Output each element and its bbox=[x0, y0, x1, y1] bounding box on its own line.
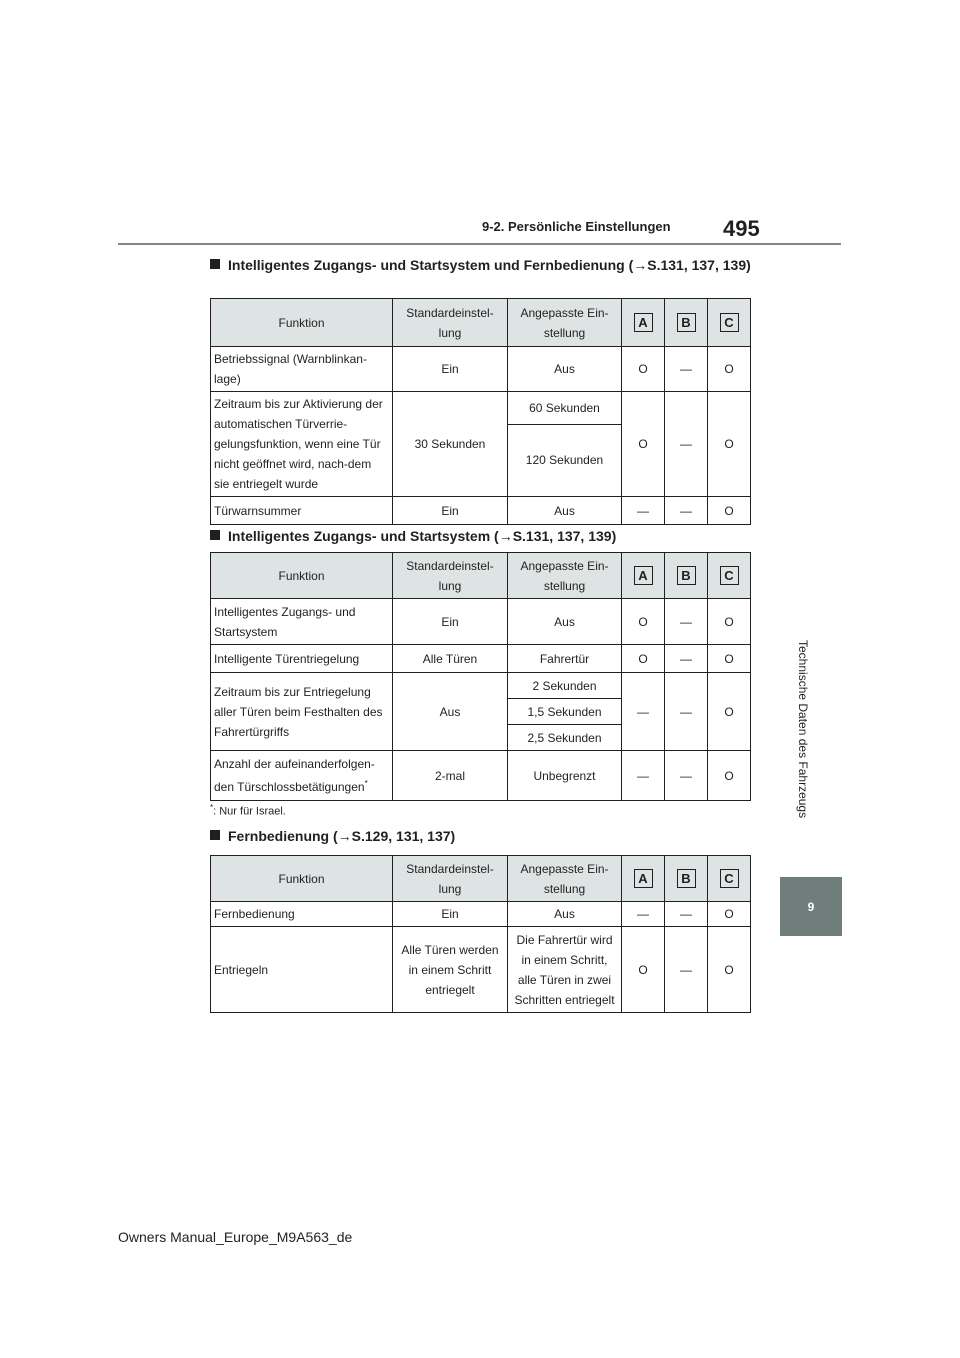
col-c-label: C bbox=[720, 869, 739, 888]
table-row: 2,5 Sekunden bbox=[211, 725, 751, 751]
table-row: 1,5 Sekunden bbox=[211, 699, 751, 725]
table-row: Zeitraum bis zur Aktivierung der automatischen Türverrie-gelungsfunktion, wenn eine Tür nicht geöffnet wird, nach-dem sie entriegelt wurde 30 Sekunden 60 Sekunden O — O bbox=[211, 392, 751, 425]
header-rule bbox=[118, 243, 841, 245]
table-row: Intelligentes Zugangs- und Startsystem Ein Aus O — O bbox=[211, 599, 751, 645]
chapter-number: 9 bbox=[807, 900, 815, 914]
square-bullet-icon bbox=[210, 530, 220, 540]
square-bullet-icon bbox=[210, 259, 220, 269]
table-row: Anzahl der aufeinanderfolgen-den Türschlossbetätigungen* 2-mal Unbegrenzt — — O bbox=[211, 751, 751, 801]
footer-document-id: Owners Manual_Europe_M9A563_de bbox=[118, 1229, 353, 1245]
col-angepasst: Angepasste Ein-stellung bbox=[508, 856, 622, 902]
col-standard: Standardeinstel-lung bbox=[393, 856, 508, 902]
section3-heading bbox=[210, 827, 770, 846]
col-funktion: Funktion bbox=[211, 553, 393, 599]
section2-heading bbox=[210, 527, 770, 546]
col-a-label: A bbox=[634, 566, 653, 585]
col-angepasst: Angepasste Ein-stellung bbox=[508, 299, 622, 347]
section2-title: Intelligentes Zugangs- und Startsystem (→S.131, 137, 139) bbox=[228, 528, 617, 544]
table-row: Intelligente Türentriegelung Alle Türen Fahrertür O — O bbox=[211, 645, 751, 673]
col-b-label: B bbox=[677, 869, 696, 888]
section-title: 9-2. Persönliche Einstellungen bbox=[482, 219, 671, 234]
table-row: Fernbedienung Ein Aus — — O bbox=[211, 902, 751, 927]
col-b-label: B bbox=[677, 313, 696, 332]
col-c-label: C bbox=[720, 313, 739, 332]
table-row: Zeitraum bis zur Entriegelung aller Türen beim Festhalten des Fahrertürgriffs Aus 2 Sekunden — — O bbox=[211, 673, 751, 699]
table-row: Betriebssignal (Warnblinkan-lage) Ein Aus O — O bbox=[211, 347, 751, 392]
table-keyless-system bbox=[210, 552, 751, 801]
col-standard: Standardeinstel-lung bbox=[393, 299, 508, 347]
table-row: Türwarnsummer Ein Aus — — O bbox=[211, 497, 751, 525]
col-funktion: Funktion bbox=[211, 299, 393, 347]
square-bullet-icon bbox=[210, 830, 220, 840]
col-b-label: B bbox=[677, 566, 696, 585]
table-header-row bbox=[211, 553, 751, 599]
col-angepasst: Angepasste Ein-stellung bbox=[508, 553, 622, 599]
table-row: 120 Sekunden bbox=[211, 424, 751, 496]
table-remote bbox=[210, 855, 751, 1013]
section1-title: Intelligentes Zugangs- und Startsystem und Fernbedienung (→S.131, 137, 139) bbox=[228, 257, 751, 273]
section3-title: Fernbedienung (→S.129, 131, 137) bbox=[228, 828, 456, 844]
chapter-side-label: Technische Daten des Fahrzeugs bbox=[796, 640, 810, 819]
section1-heading bbox=[210, 256, 770, 275]
col-c-label: C bbox=[720, 566, 739, 585]
table-row: Entriegeln Alle Türen werden in einem Schritt entriegelt Die Fahrertür wird in einem Schritt, alle Türen in zwei Schritten entriegelt O — O bbox=[211, 927, 751, 1013]
table-header-row bbox=[211, 856, 751, 902]
footnote: *: Nur für Israel. bbox=[210, 803, 286, 818]
col-funktion: Funktion bbox=[211, 856, 393, 902]
page-number: 495 bbox=[723, 216, 760, 241]
table-keyless-and-remote bbox=[210, 298, 751, 525]
table-header-row bbox=[211, 299, 751, 347]
col-standard: Standardeinstel-lung bbox=[393, 553, 508, 599]
col-a-label: A bbox=[634, 313, 653, 332]
col-a-label: A bbox=[634, 869, 653, 888]
